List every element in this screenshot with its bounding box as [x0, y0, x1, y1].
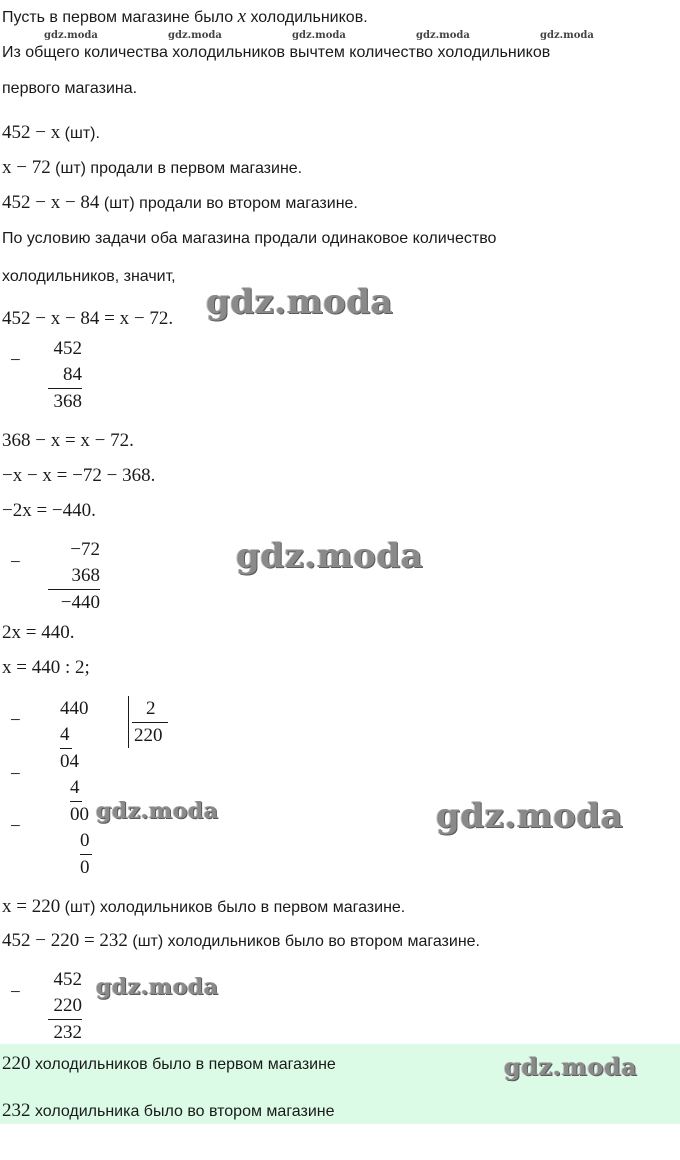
watermark: gdz.moda [436, 796, 624, 836]
result-line: x = 220 (шт) холодильников было в первом магазине. [2, 896, 406, 917]
minus-sign: − [10, 764, 21, 785]
text-line: первого магазина. [2, 80, 138, 97]
equation-line: −x − x = −72 − 368. [2, 465, 156, 486]
answer-line: 232 холодильника было во втором магазине [2, 1100, 335, 1121]
column-subtraction: 452 220 232 [48, 967, 82, 1046]
division-divisor: 2 220 [132, 696, 168, 749]
expression-line: x − 72 (шт) продали в первом магазине. [2, 157, 303, 178]
column-subtraction: 452 84 368 [48, 336, 82, 415]
result-line: 452 − 220 = 232 (шт) холодильников было во втором магазине. [2, 930, 480, 951]
equation-line: 452 − x − 84 = x − 72. [2, 308, 174, 329]
text-line: холодильников, значит, [2, 268, 176, 285]
equation-line: 368 − x = x − 72. [2, 430, 134, 451]
long-division: 440 4 04 4 00 0 0 [60, 696, 92, 881]
minus-sign: − [10, 552, 21, 573]
watermark: gdz.moda [236, 536, 424, 576]
watermark: gdz.moda [504, 1052, 638, 1081]
minus-sign: − [10, 982, 21, 1003]
watermark: gdz.moda [206, 282, 394, 322]
expression-line: 452 − x (шт). [2, 122, 100, 143]
text-line: Из общего количества холодильников вычтем количество холодильников [2, 44, 551, 61]
answer-line: 220 холодильников было в первом магазине [2, 1053, 336, 1074]
text-line: По условию задачи оба магазина продали одинаковое количество [2, 230, 497, 247]
answer-box [0, 1044, 680, 1124]
equation-line: x = 440 : 2; [2, 657, 90, 678]
small-watermark: gdz.moda [540, 30, 594, 41]
small-watermark: gdz.moda [168, 30, 222, 41]
watermark: gdz.moda [96, 974, 219, 1000]
intro-line: Пусть в первом магазине было x холодильников. [2, 6, 368, 27]
column-subtraction: −72 368 −440 [48, 537, 100, 616]
small-watermark: gdz.moda [292, 30, 346, 41]
equation-line: 2x = 440. [2, 622, 75, 643]
small-watermark: gdz.moda [416, 30, 470, 41]
watermark: gdz.moda [96, 798, 219, 824]
division-bar [128, 696, 129, 748]
equation-line: −2x = −440. [2, 500, 96, 521]
minus-sign: − [10, 350, 21, 371]
minus-sign: − [10, 816, 21, 837]
minus-sign: − [10, 710, 21, 731]
expression-line: 452 − x − 84 (шт) продали во втором магазине. [2, 192, 358, 213]
small-watermark: gdz.moda [44, 30, 98, 41]
